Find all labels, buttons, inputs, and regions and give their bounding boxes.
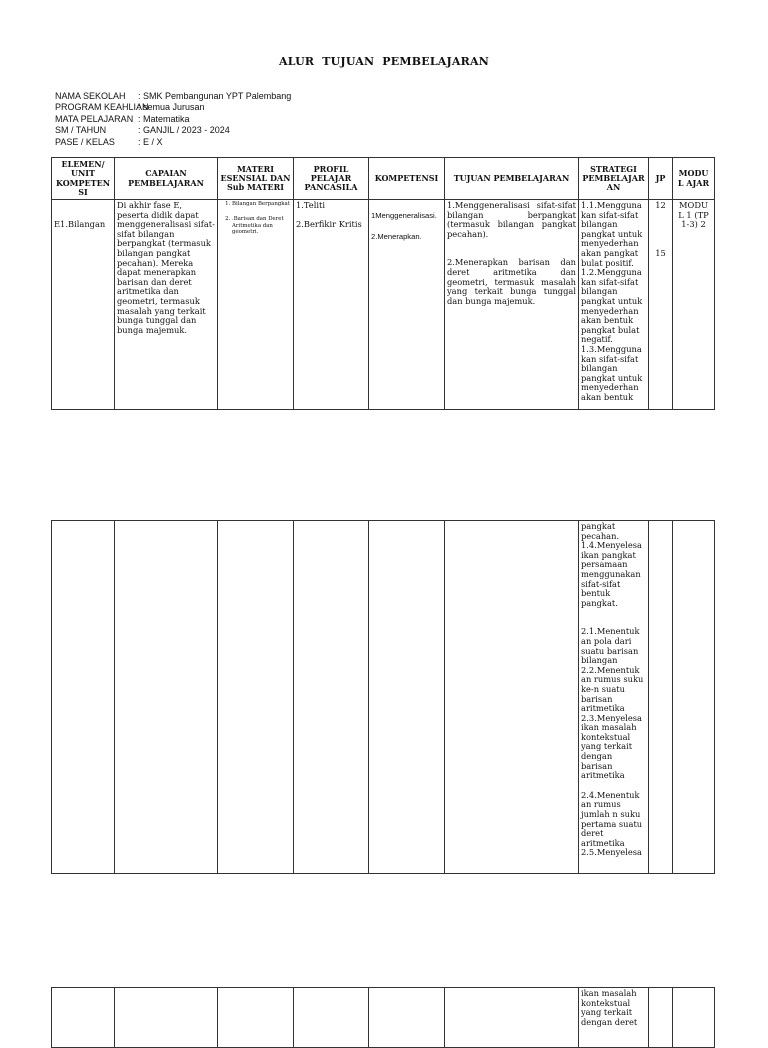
cell-capaian: Di akhir fase E, peserta didik dapat menggeneralisasi sifat-sifat bilangan berpangkat (termasuk bilangan pangkat pecahan). Mereka dapat menerapkan barisan dan deret aritmetika dan geometri, termasuk masalah yang terkait bunga tunggal dan bunga majemuk. [115,200,218,410]
header-elemen: ELEMEN/ UNIT KOMPETEN SI [52,158,115,200]
cell-tujuan [445,200,579,410]
info-label: MATA PELAJARAN [55,113,134,124]
header-tujuan: TUJUAN PEMBELAJARAN [445,158,579,200]
info-row [55,102,291,113]
school-info [55,91,291,148]
info-value: : GANJIL / 2023 - 2024 [138,125,230,136]
cell-strategi [579,521,649,874]
strategi-text: 2.4.Menentuk an rumus jumlah n suku pertama suatu deret aritmetika 2.5.Menyelesa [581,789,643,858]
cell-modul [673,988,715,1048]
kompetensi-item: 1Menggeneralisasi. [371,211,437,220]
cell-elemen [52,521,115,874]
header-modul: MODU L AJAR [673,158,715,200]
info-row [55,91,291,102]
info-value: : SMK Pembangunan YPT Palembang [138,91,292,101]
profil-item: 1.Teliti [296,200,326,210]
tujuan-item: 1.Menggeneralisasi sifat-sifat bilangan berpangkat (termasuk bilangan pangkat pecahan). [447,200,576,239]
jp-value: 15 [655,247,666,258]
strategi-text: pangkat pecahan. 1.4.Menyelesa ikan pangkat persamaan menggunakan sifat-sifat bentuk pangkat. [581,521,642,608]
cell-profil [294,200,369,410]
header-profil: PROFIL PELAJAR PANCASILA [294,158,369,200]
learning-flow-table [51,157,715,410]
header-capaian: CAPAIAN PEMBELAJARAN [115,158,218,200]
document-title: ALUR TUJUAN PEMBELAJARAN [279,55,489,68]
materi-item: 1. Bilangan Berpangkat [232,201,291,207]
jp-value: 12 [655,200,666,210]
cell-capaian [115,521,218,874]
header-jp: JP [649,158,673,200]
strategi-text: 2.1.Menentuk an pola dari suatu barisan bilangan 2.2.Menentuk an rumus suku ke-n suatu barisan aritmetika 2.3.Menyelesa ikan masalah kontekstual yang terkait dengan barisan aritmetika [581,626,644,781]
cell-jp [649,988,673,1048]
cell-jp [649,521,673,874]
cell-kompetensi [369,200,445,410]
cell-strategi: 1.1.Mengguna kan sifat-sifat bilangan pangkat untuk menyederhan akan pangkat bulat positif. 1.2.Mengguna kan sifat-sifat bilangan pangkat untuk menyederhan akan bentuk pangkat bulat negatif. 1.3.Mengguna kan sifat-sifat bilangan pangkat untuk menyederhan akan bentuk [579,200,649,410]
learning-flow-table-continued-2 [51,987,715,1048]
header-strategi: STRATEGI PEMBELAJAR AN [579,158,649,200]
info-value: : Matematika [138,113,190,124]
cell-profil [294,988,369,1048]
info-value: : E / X [138,136,163,147]
cell-materi [218,200,294,410]
cell-elemen: E1.Bilangan [52,200,115,410]
cell-modul: MODU L 1 (TP 1-3) 2 [673,200,715,410]
cell-tujuan [445,988,579,1048]
info-label: SM / TAHUN [55,125,107,136]
cell-tujuan [445,521,579,874]
info-row [55,114,291,125]
learning-flow-table-continued [51,520,715,874]
cell-kompetensi [369,988,445,1048]
table-header-row [52,158,715,200]
info-label: NAMA SEKOLAH [55,91,126,101]
info-value: : semua Jurusan [138,102,205,113]
cell-profil [294,521,369,874]
cell-elemen [52,988,115,1048]
cell-jp [649,200,673,410]
cell-kompetensi [369,521,445,874]
materi-item: 2. .Barisan dan Deret Aritmetika dan geometri. [232,216,291,235]
cell-strategi: ikan masalah kontekstual yang terkait dengan deret [579,988,649,1048]
info-row [55,137,291,148]
tujuan-item: 2.Menerapkan barisan dan deret aritmetika dan geometri, termasuk masalah yang terkait bunga tunggal dan bunga majemuk. [447,257,576,306]
info-label: PROGRAM KEAHLIAN [55,102,149,113]
info-row [55,125,291,136]
table-row [52,200,715,410]
header-materi: MATERI ESENSIAL DAN Sub MATERI [218,158,294,200]
cell-capaian [115,988,218,1048]
cell-materi [218,521,294,874]
cell-materi [218,988,294,1048]
table-row [52,521,715,874]
header-kompetensi: KOMPETENSI [369,158,445,200]
info-label: PASE / KELAS [55,136,115,147]
cell-modul [673,521,715,874]
kompetensi-item: 2.Menerapkan. [371,231,422,241]
profil-item: 2.Berfikir Kritis [296,218,362,229]
table-row [52,988,715,1048]
